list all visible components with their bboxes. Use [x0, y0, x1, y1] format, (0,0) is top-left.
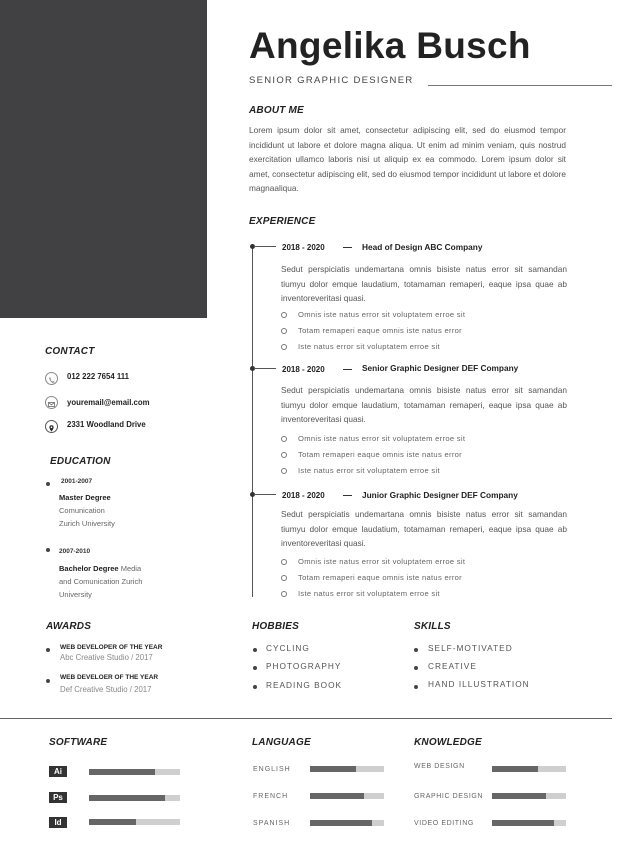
- skill-dot: [414, 666, 418, 670]
- education-line: Comunication: [59, 506, 105, 515]
- award-title: WEB DEVELOPER OF THE YEAR: [60, 644, 163, 651]
- education-line: and Comunication Zurich: [59, 577, 143, 586]
- experience-bullets: [281, 557, 465, 606]
- software-bar: [89, 819, 180, 825]
- language-bar: [310, 766, 384, 772]
- job-title: SENIOR GRAPHIC DESIGNER: [249, 75, 414, 86]
- knowledge-bar-fill: [492, 793, 546, 799]
- experience-role: Junior Graphic Designer DEF Company: [362, 490, 518, 500]
- skill-item: CREATIVE: [428, 661, 477, 671]
- language-bar: [310, 793, 384, 799]
- education-degree-suffix: Media: [118, 564, 142, 573]
- experience-role: Head of Design ABC Company: [362, 242, 483, 252]
- education-line: University: [59, 590, 92, 599]
- skill-dot: [414, 648, 418, 652]
- experience-description: Sedut perspiciatis undemartana omnis bisiste natus error sit samandan tiumyu dolor emque laudatium, totamaman remaperi, eaque ipsa quae ab inventoreveritasi quasi.: [281, 385, 567, 424]
- hobby-item: PHOTOGRAPHY: [266, 661, 342, 671]
- title-divider: [428, 85, 612, 86]
- software-heading: SOFTWARE: [49, 737, 108, 748]
- skill-dot: [414, 685, 418, 689]
- experience-bullet: Totam remaperi eaque omnis iste natus error: [281, 450, 465, 466]
- mail-icon: [45, 396, 58, 409]
- experience-dash: [343, 495, 352, 496]
- experience-bullet: Totam remaperi eaque omnis iste natus error: [281, 326, 465, 342]
- skills-heading: SKILLS: [414, 621, 451, 632]
- knowledge-label: GRAPHIC DESIGN: [414, 793, 484, 800]
- experience-bullets: [281, 434, 465, 483]
- education-entry: [59, 562, 142, 601]
- education-degree: Master Degree: [59, 493, 111, 502]
- person-name: Angelika Busch: [249, 25, 531, 66]
- section-divider: [0, 718, 612, 719]
- software-bar-fill: [89, 769, 155, 775]
- knowledge-heading: KNOWLEDGE: [414, 737, 482, 748]
- experience-years: 2018 - 2020: [282, 491, 325, 500]
- experience-bullet: Iste natus error sit voluptatem erroe sit: [281, 466, 465, 482]
- experience-role: Senior Graphic Designer DEF Company: [362, 363, 519, 373]
- education-degree: Bachelor Degree: [59, 564, 119, 573]
- experience-bullet: Omnis iste natus error sit voluptatem erroe sit: [281, 557, 465, 573]
- about-text: Lorem ipsum dolor sit amet, consectetur adipiscing elit, sed do eiusmod tempor incididunt ut labore et dolore magna aliqua. Ut enim ad minim veniam, quis nostrud exercitation ullamco laboris nisi ut aliquip ex ea commodo. Lorem ipsum dolor sit amet, consectetur adipiscing elit, sed do eiusmod tempor incididunt ut labore et dolore magnaaliqua.: [249, 125, 566, 193]
- language-heading: LANGUAGE: [252, 737, 311, 748]
- photo-placeholder: [0, 0, 207, 318]
- indesign-icon: Id: [49, 817, 67, 828]
- experience-dash: [343, 369, 352, 370]
- timeline-tick: [254, 368, 276, 369]
- education-dot: [46, 548, 50, 552]
- timeline-tick: [254, 246, 276, 247]
- knowledge-bar-fill: [492, 766, 538, 772]
- experience-description: Sedut perspiciatis undemartana omnis bisiste natus error sit samandan tiumyu dolor emque laudatium, totamaman remaperi, eaque ipsa quae ab inventoreveritasi quasi.: [281, 264, 567, 303]
- contact-heading: CONTACT: [45, 346, 95, 357]
- software-bar-fill: [89, 795, 165, 801]
- education-entry: [59, 491, 115, 530]
- education-line: Zurich University: [59, 519, 115, 528]
- education-years: 2001-2007: [61, 478, 93, 485]
- hobby-dot: [253, 648, 257, 652]
- phone-icon: [45, 372, 58, 385]
- experience-description: Sedut perspiciatis undemartana omnis bisiste natus error sit samandan tiumyu dolor emque laudatium, totamaman remaperi, eaque ipsa quae ab inventoreveritasi quasi.: [281, 509, 567, 548]
- education-heading: EDUCATION: [50, 456, 111, 467]
- experience-timeline: [252, 245, 253, 597]
- knowledge-bar: [492, 820, 566, 826]
- award-subtitle: Def Creative Studio / 2017: [60, 685, 152, 694]
- contact-email[interactable]: youremail@email.com: [67, 398, 150, 407]
- knowledge-label: WEB DESIGN: [414, 763, 465, 770]
- language-label: FRENCH: [253, 793, 289, 800]
- language-label: ENGLISH: [253, 766, 291, 773]
- experience-bullets: [281, 310, 465, 359]
- software-bar: [89, 769, 180, 775]
- skill-item: HAND ILLUSTRATION: [428, 679, 530, 689]
- experience-heading: EXPERIENCE: [249, 216, 316, 227]
- language-bar-fill: [310, 793, 364, 799]
- contact-phone: 012 222 7654 111: [67, 372, 130, 381]
- award-subtitle: Abc Creative Studio / 2017: [60, 653, 153, 662]
- contact-address: 2331 Woodland Drive: [67, 420, 146, 429]
- knowledge-bar-fill: [492, 820, 554, 826]
- award-dot: [46, 679, 50, 683]
- experience-bullet: Omnis iste natus error sit voluptatem erroe sit: [281, 310, 465, 326]
- location-pin-icon: [45, 420, 58, 433]
- hobby-dot: [253, 666, 257, 670]
- about-heading: ABOUT ME: [249, 105, 304, 116]
- experience-dash: [343, 247, 352, 248]
- experience-bullet: Iste natus error sit voluptatem erroe sit: [281, 342, 465, 358]
- hobbies-heading: HOBBIES: [252, 621, 299, 632]
- software-bar: [89, 795, 180, 801]
- education-years: 2007-2010: [59, 548, 91, 555]
- experience-bullet: Iste natus error sit voluptatem erroe sit: [281, 589, 465, 605]
- experience-bullet: Totam remaperi eaque omnis iste natus error: [281, 573, 465, 589]
- illustrator-icon: Ai: [49, 766, 67, 777]
- timeline-tick: [254, 494, 276, 495]
- knowledge-bar: [492, 793, 566, 799]
- education-dot: [46, 482, 50, 486]
- award-title: WEB DEVELOER OF THE YEAR: [60, 674, 159, 681]
- photoshop-icon: Ps: [49, 792, 67, 803]
- hobby-dot: [253, 685, 257, 689]
- language-bar-fill: [310, 820, 372, 826]
- software-bar-fill: [89, 819, 136, 825]
- skill-item: SELF-MOTIVATED: [428, 643, 513, 653]
- language-bar: [310, 820, 384, 826]
- hobby-item: CYCLING: [266, 643, 310, 653]
- language-bar-fill: [310, 766, 356, 772]
- award-dot: [46, 648, 50, 652]
- hobby-item: READING BOOK: [266, 680, 343, 690]
- language-label: SPANISH: [253, 820, 291, 827]
- knowledge-label: VIDEO EDITING: [414, 820, 474, 827]
- experience-years: 2018 - 2020: [282, 365, 325, 374]
- awards-heading: AWARDS: [46, 621, 92, 632]
- experience-years: 2018 - 2020: [282, 243, 325, 252]
- experience-bullet: Omnis iste natus error sit voluptatem erroe sit: [281, 434, 465, 450]
- knowledge-bar: [492, 766, 566, 772]
